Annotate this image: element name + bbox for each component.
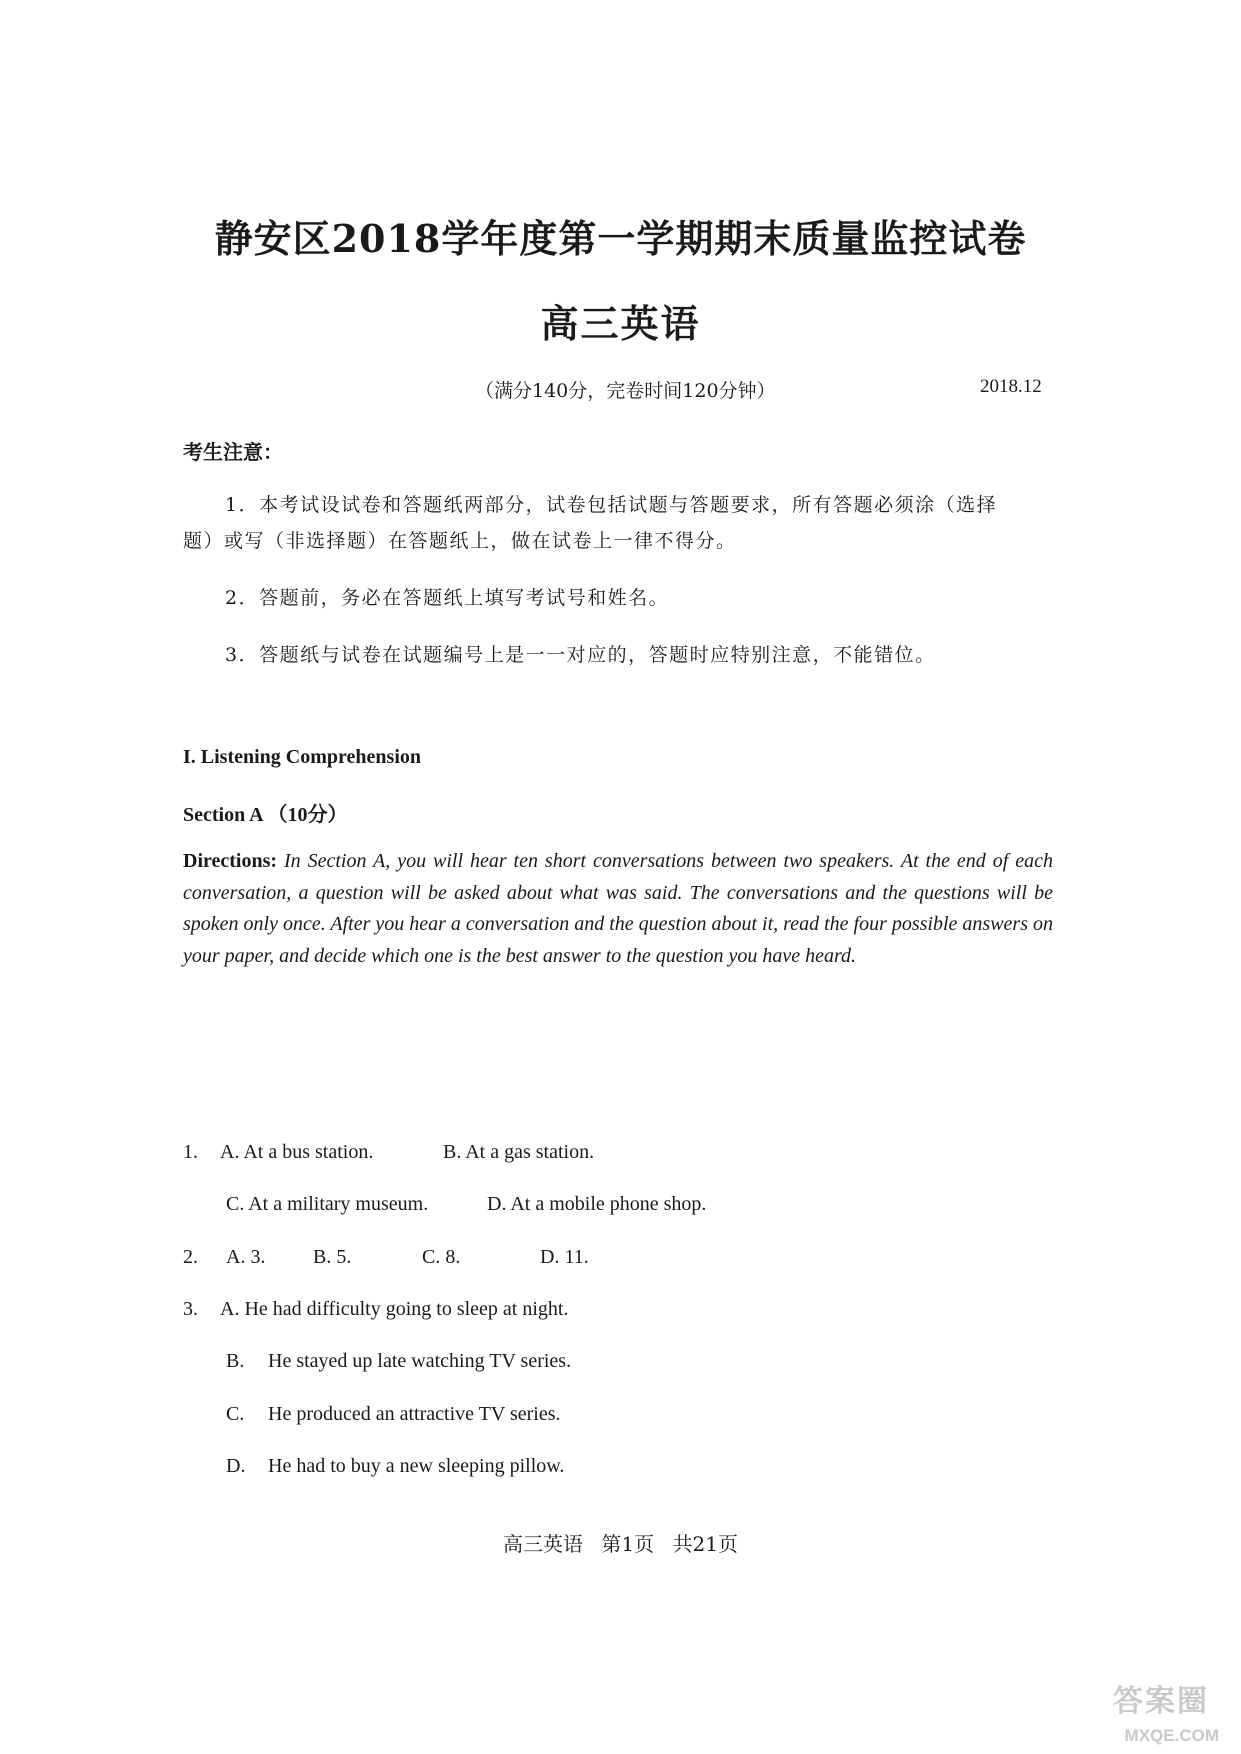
notice-item-2: 2．答题前，务必在答题纸上填写考试号和姓名。 — [225, 587, 670, 609]
question-3-option-c-letter: C. — [226, 1403, 245, 1425]
notice-item-1-line-1: 1．本考试设试卷和答题纸两部分，试卷包括试题与答题要求，所有答题必须涂（选择 — [225, 494, 998, 516]
section-heading: Section A （10分） — [183, 804, 348, 826]
question-1-option-c: C. At a military museum. — [226, 1193, 429, 1215]
footer-total-pages: 共21页 — [672, 1532, 738, 1556]
question-2-number: 2. — [183, 1246, 198, 1268]
question-2-option-c: C. 8. — [422, 1246, 461, 1268]
question-3-option-b-letter: B. — [226, 1350, 245, 1372]
exam-date: 2018.12 — [980, 376, 1042, 397]
notice-item-1-line-2: 题）或写（非选择题）在答题纸上，做在试卷上一律不得分。 — [183, 530, 737, 552]
directions-text: In Section A, you will hear ten short conversations between two speakers. At the end of each conversation, a question will be asked about what was said. The conversations and the questions will be spoken only once. After you hear a conversation and the question about it, read the four possible answers on your paper, and decide which one is the best answer to the question you have heard. — [183, 850, 1053, 967]
question-3-option-a: A. He had difficulty going to sleep at night. — [220, 1298, 569, 1320]
watermark — [1059, 1676, 1219, 1746]
question-3-option-c: He produced an attractive TV series. — [268, 1403, 561, 1425]
watermark-stamp: 答案圈 — [1113, 1684, 1209, 1719]
question-2-option-b: B. 5. — [313, 1246, 352, 1268]
footer-subject: 高三英语 — [503, 1532, 584, 1556]
exam-subtitle: 高三英语 — [540, 301, 701, 346]
question-3-option-d: He had to buy a new sleeping pillow. — [268, 1455, 565, 1477]
directions-paragraph — [183, 846, 1053, 972]
question-1-option-d: D. At a mobile phone shop. — [487, 1193, 707, 1215]
directions-label: Directions: — [183, 850, 278, 872]
footer-page-number: 第1页 — [601, 1532, 655, 1556]
question-3-option-b: He stayed up late watching TV series. — [268, 1350, 572, 1372]
question-1-option-a: A. At a bus station. — [220, 1141, 374, 1163]
page-footer — [0, 1528, 1241, 1557]
question-2-option-a: A. 3. — [226, 1246, 266, 1268]
question-3-option-d-letter: D. — [226, 1455, 246, 1477]
exam-title: 静安区2018学年度第一学期期末质量监控试卷 — [214, 216, 1027, 261]
notice-item-3: 3．答题纸与试卷在试题编号上是一一对应的，答题时应特别注意，不能错位。 — [225, 644, 936, 666]
question-3-number: 3. — [183, 1298, 198, 1320]
part-heading: I. Listening Comprehension — [183, 746, 422, 768]
question-1-option-b: B. At a gas station. — [443, 1141, 595, 1163]
notice-heading: 考生注意： — [183, 440, 283, 464]
score-time-note: （满分140分，完卷时间120分钟） — [475, 380, 776, 402]
watermark-url: MXQE.COM — [1124, 1726, 1219, 1745]
question-1-number: 1. — [183, 1141, 198, 1163]
question-2-option-d: D. 11. — [540, 1246, 589, 1268]
